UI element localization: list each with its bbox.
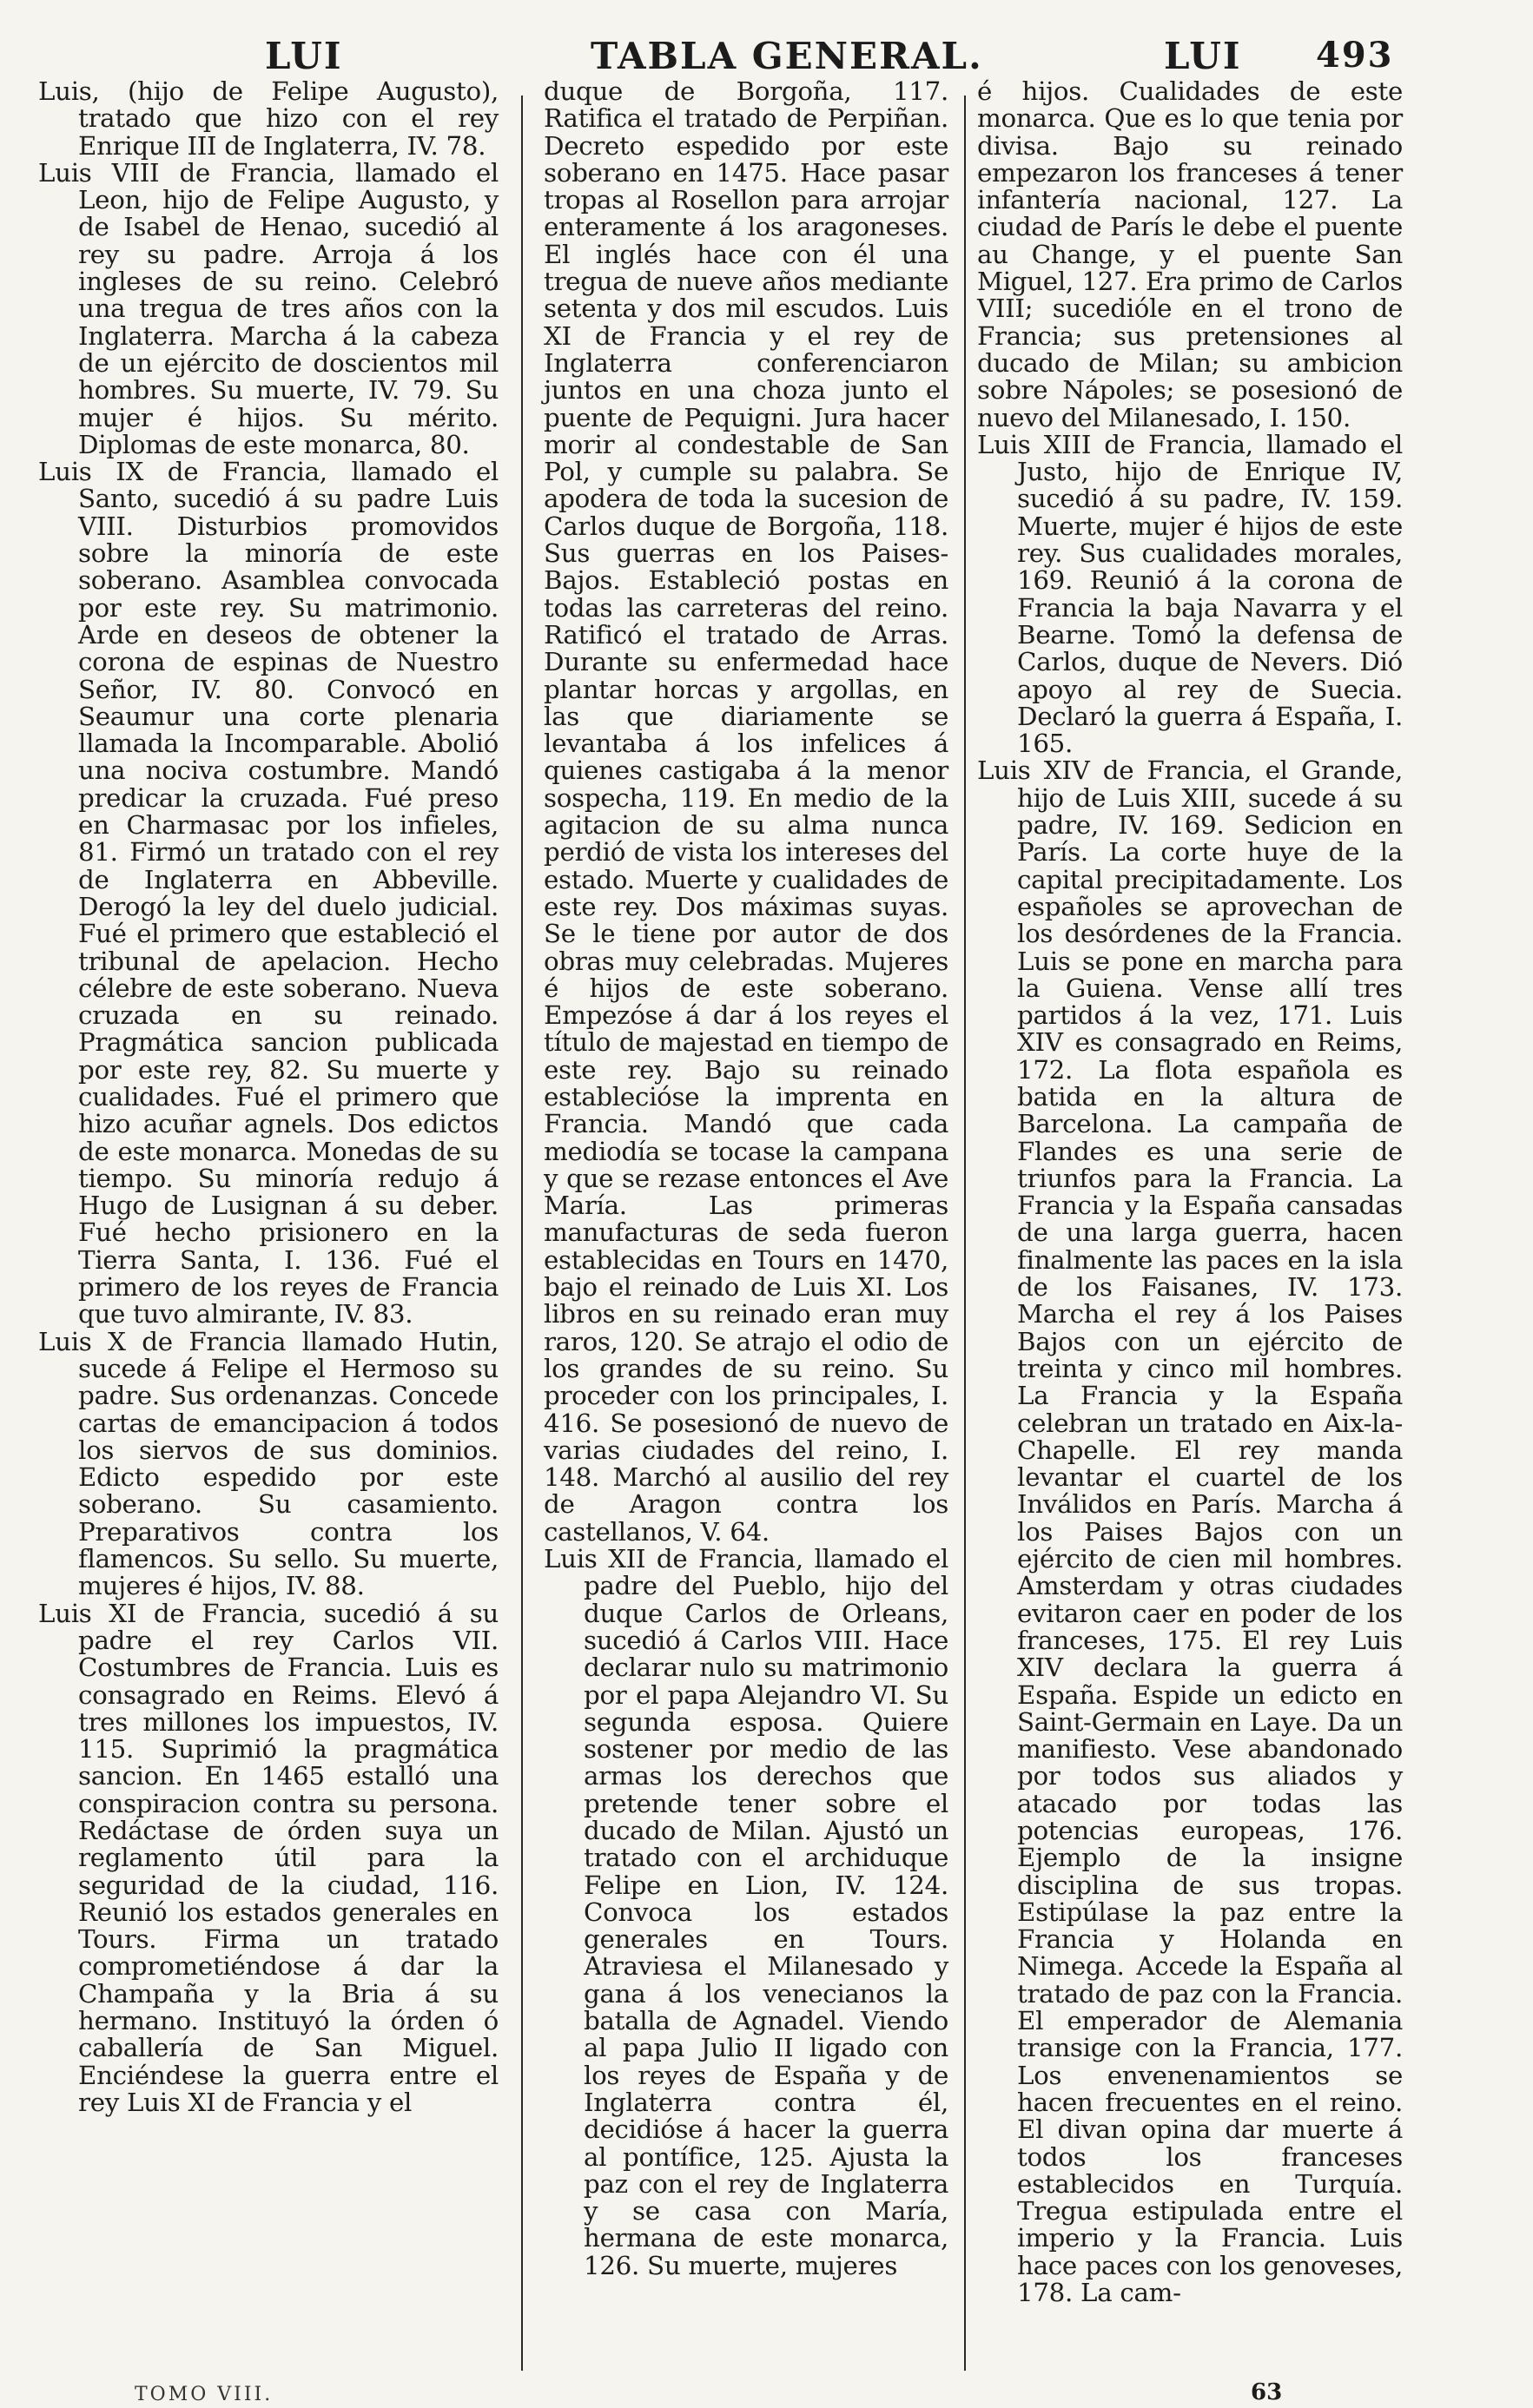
index-entry-luis-xiv: Luis XIV de Francia, el Grande, hijo de Luis XIII, sucede á su padre, IV. 169. Sedicion en París. La corte huye de la capital precipitadamente. Los españoles se aprovechan de los desórdenes de la Francia. Luis se pone en marcha para la Guiena. Vense allí tres partidos á la vez, 171. Luis XIV es consagrado en Reims, 172. La flota española es batida en la altura de Barcelona. La campaña de Flandes es una serie de triunfos para la Francia. La Francia y la España cansadas de una larga guerra, hacen finalmente las paces en la isla de los Faisanes, IV. 173. Marcha el rey á los Paises Bajos con un ejército de treinta y cinco mil hombres. La Francia y la España celebran un tratado en Aix-la-Chapelle. El rey manda levantar el cuartel de los Inválidos en París. Marcha á los Paises Bajos con un ejército de cien mil hombres. Amsterdam y otras ciudades evitaron caer en poder de los franceses, 175. El rey Luis XIV declara la guerra á España. Espide un edicto en Saint-Germain en Laye. Da un manifiesto. Vese abandonado por todos sus aliados y atacado por todas las potencias europeas, 176. Ejemplo de la insigne disciplina de sus tropas. Estipúlase la paz entre la Francia y Holanda en Nimega. Accede la España al tratado de paz con la Francia. El emperador de Alemania transige con la Francia, 177. Los envenenamientos se hacen frecuentes en el reino. El divan opina dar muerte á todos los franceses establecidos en Turquía. Tregua estipulada entre el imperio y la Francia. Luis hace paces con los genoveses, 178. La cam- xyxy=(977,755,1403,2308)
index-entry-luis-xiii: Luis XIII de Francia, llamado el Justo, hijo de Enrique IV, sucedió á su padre, IV. 159. Muerte, mujer é hijos de este rey. Sus cualidades morales, 169. Reunió á la corona de Francia la baja Navarra y el Bearne. Tomó la defensa de Carlos, duque de Nevers. Dió apoyo al rey de Suecia. Declaró la guerra á España, I. 165. xyxy=(977,429,1403,759)
column-rule-right xyxy=(964,96,966,2371)
header-right-entry: LUI xyxy=(1164,35,1242,77)
index-entry-luis-xii-continued: é hijos. Cualidades de este monarca. Que es lo que tenia por divisa. Bajo su reinado empezaron los franceses á tener infantería nacional, 127. La ciudad de París le debe el puente au Change, y el puente San Miguel, 127. Era primo de Carlos VIII; sucedióle en el trono de Francia; sus pretensiones al ducado de Milan; su ambicion sobre Nápoles; se posesionó de nuevo del Milanesado, I. 150. xyxy=(977,76,1403,432)
index-entry-luis-xi: Luis XI de Francia, sucedió á su padre el rey Carlos VII. Costumbres de Francia. Luis es consagrado en Reims. Elevó á tres millones los impuestos, IV. 115. Suprimió la pragmática sancion. En 1465 estalló una conspiracion contra su persona. Redáctase de órden suya un reglamento útil para la seguridad de la ciudad, 116. Reunió los estados generales en Tours. Firma un tratado comprometiéndose á dar la Champaña y la Bria á su hermano. Instituyó la órden ó caballería de San Miguel. Enciéndese la guerra entre el rey Luis XI de Francia y el xyxy=(38,1598,499,2117)
index-entry-luis-viii: Luis VIII de Francia, llamado el Leon, hijo de Felipe Augusto, y de Isabel de Henao, sucedió al rey su padre. Arroja á los ingleses de su reino. Celebró una tregua de tres años con la Inglaterra. Marcha á la cabeza de un ejército de doscientos mil hombres. Su muerte, IV. 79. Su mujer é hijos. Su mérito. Diplomas de este monarca, 80. xyxy=(38,157,499,459)
signature-mark: 63 xyxy=(1251,2379,1283,2405)
volume-footer: TOMO VIII. xyxy=(135,2384,274,2405)
page-number: 493 xyxy=(1316,35,1394,76)
index-entry-luis: Luis, (hijo de Felipe Augusto), tratado que hizo con el rey Enrique III de Inglaterra, IV. 78. xyxy=(38,76,499,161)
index-entry-luis-x: Luis X de Francia llamado Hutin, sucede á Felipe el Hermoso su padre. Sus ordenanzas. Concede cartas de emancipacion á todos los siervos de sus dominios. Edicto espedido por este soberano. Su casamiento. Preparativos contra los flamencos. Su sello. Su muerte, mujeres é hijos, IV. 88. xyxy=(38,1326,499,1601)
index-entry-luis-ix: Luis IX de Francia, llamado el Santo, sucedió á su padre Luis VIII. Disturbios promovidos sobre la minoría de este soberano. Asamblea convocada por este rey. Su matrimonio. Arde en deseos de obtener la corona de espinas de Nuestro Señor, IV. 80. Convocó en Seaumur una corte plenaria llamada la Incomparable. Abolió una nociva costumbre. Mandó predicar la cruzada. Fué preso en Charmasac por los infieles, 81. Firmó un tratado con el rey de Inglaterra en Abbeville. Derogó la ley del duelo judicial. Fué el primero que estableció el tribunal de apelacion. Hecho célebre de este soberano. Nueva cruzada en su reinado. Pragmática sancion publicada por este rey, 82. Su muerte y cualidades. Fué el primero que hizo acuñar agnels. Dos edictos de este monarca. Monedas de su tiempo. Su minoría redujo á Hugo de Lusignan á su deber. Fué hecho prisionero en la Tierra Santa, I. 136. Fué el primero de los reyes de Francia que tuvo almirante, IV. 83. xyxy=(38,457,499,1329)
column-rule-left xyxy=(521,96,523,2371)
column-1 xyxy=(38,78,499,2116)
index-entry-luis-xii: Luis XII de Francia, llamado el padre del Pueblo, hijo del duque Carlos de Orleans, sucedió á Carlos VIII. Hace declarar nulo su matrimonio por el papa Alejandro VI. Su segunda esposa. Quiere sostener por medio de las armas los derechos que pretende tener sobre el ducado de Milan. Ajustó un tratado con el archiduque Felipe en Lion, IV. 124. Convoca los estados generales en Tours. Atraviesa el Milanesado y gana á los venecianos la batalla de Agnadel. Viendo al papa Julio II ligado con los reyes de España y de Inglaterra contra él, decidióse á hacer la guerra al pontífice, 125. Ajusta la paz con el rey de Inglaterra y se casa con María, hermana de este monarca, 126. Su muerte, mujeres xyxy=(544,1544,948,2280)
column-3 xyxy=(977,78,1403,2306)
column-2 xyxy=(544,78,948,2279)
index-entry-luis-xi-continued: duque de Borgoña, 117. Ratifica el tratado de Perpiñan. Decreto espedido por este soberano en 1475. Hace pasar tropas al Rosellon para arrojar enteramente á los aragoneses. El inglés hace con él una tregua de nueve años mediante setenta y dos mil escudos. Luis XI de Francia y el rey de Inglaterra conferenciaron juntos en una choza junto el puente de Pequigni. Jura hacer morir al condestable de San Pol, y cumple su palabra. Se apodera de toda la sucesion de Carlos duque de Borgoña, 118. Sus guerras en los Paises-Bajos. Estableció postas en todas las carreteras del reino. Ratificó el tratado de Arras. Durante su enfermedad hace plantar horcas y argollas, en las que diariamente se levantaba á los infelices á quienes castigaba á la menor sospecha, 119. En medio de la agitacion de su alma nunca perdió de vista los intereses del estado. Muerte y cualidades de este rey. Dos máximas suyas. Se le tiene por autor de dos obras muy celebradas. Mujeres é hijos de este soberano. Empezóse á dar á los reyes el título de majestad en tiempo de este rey. Bajo su reinado establecióse la imprenta en Francia. Mandó que cada mediodía se tocase la campana y que se rezase entonces el Ave María. Las primeras manufacturas de seda fueron establecidas en Tours en 1470, bajo el reinado de Luis XI. Los libros en su reinado eran muy raros, 120. Se atrajo el odio de los grandes de su reino. Su proceder con los principales, I. 416. Se posesionó de nuevo de varias ciudades del reino, I. 148. Marchó al ausilio del rey de Aragon contra los castellanos, V. 64. xyxy=(544,76,948,1547)
header-left-entry: LUI xyxy=(265,35,343,77)
header-title: TABLA GENERAL. xyxy=(591,35,983,77)
